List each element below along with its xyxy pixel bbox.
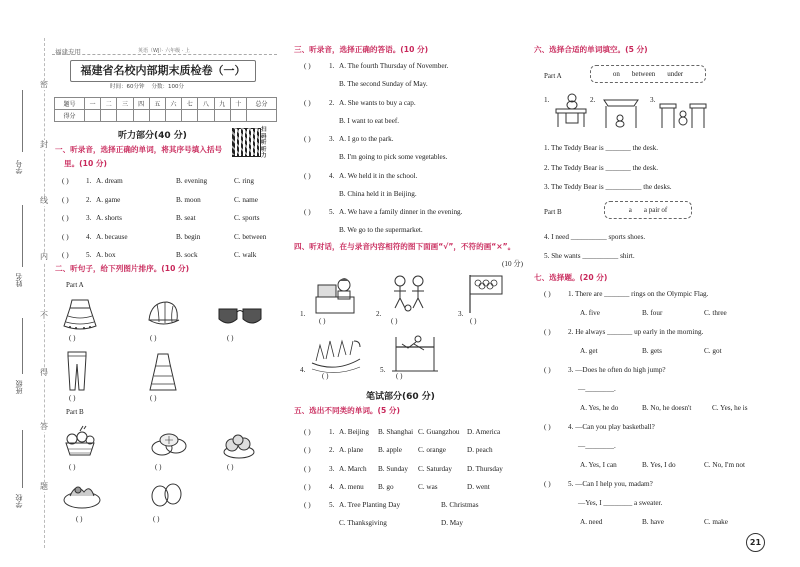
option-d: D. May (441, 519, 463, 527)
answer-paren[interactable]: ( ) (304, 501, 311, 509)
seal-line (44, 38, 45, 548)
score-header-cell: 一 (85, 98, 101, 110)
score-table-row (55, 110, 277, 122)
score-header-cell: 八 (198, 98, 214, 110)
question-number: 4. (329, 171, 335, 180)
score-header-cell: 总分 (246, 98, 276, 110)
answer-blank[interactable]: ( ) (227, 334, 234, 342)
score-cell[interactable] (230, 110, 246, 122)
seal-char: 线 (40, 196, 48, 205)
score-header-cell: 二 (101, 98, 117, 110)
option-b: B. China held it in Beijing. (339, 189, 417, 198)
region-tag: 福建专用 (55, 48, 81, 56)
question-number: 4. (329, 482, 335, 491)
option-b: B. The second Sunday of May. (339, 80, 428, 88)
section6-part-b: Part B (544, 208, 562, 216)
olympic-flag-icon (466, 273, 506, 313)
option-c: C. orange (418, 446, 446, 455)
answer-line: —________. (578, 442, 616, 450)
food-plate-icon (62, 478, 102, 510)
question-number: 3. (86, 214, 92, 222)
computer-girl-icon (310, 275, 360, 315)
answer-paren[interactable]: ( ) (304, 208, 311, 216)
answer-line: —________. (578, 385, 616, 393)
question-stem: 3. —Does he often do high jump? (568, 366, 666, 374)
question-stem: 5. —Can I help you, madam? (568, 480, 653, 488)
bear-under-desk-icon (598, 92, 644, 130)
score-cell[interactable] (182, 110, 198, 122)
option-b: B. Shanghai (378, 428, 414, 436)
score-table-header (55, 98, 277, 110)
section2-part-a: Part A (66, 281, 84, 289)
answer-paren[interactable]: ( ) (62, 177, 69, 185)
biscuits-icon (222, 432, 256, 460)
dress-icon (148, 352, 178, 392)
option-b: B. gets (642, 347, 662, 355)
option-c: C. walk (234, 251, 257, 259)
option-a: A. Yes, I can (580, 461, 617, 469)
option-a: A. shorts (96, 214, 122, 222)
fill-sentence: 3. The Teddy Bear is __________ the desks. (544, 183, 672, 191)
question-number: 1. (329, 62, 335, 70)
answer-blank[interactable]: ( ) (470, 317, 477, 325)
page-number: 21 (746, 533, 765, 552)
answer-blank[interactable]: ( ) (155, 463, 162, 471)
option-c: C. Guangzhou (418, 428, 460, 436)
bear-on-desk-icon (552, 92, 588, 128)
option-b: B. Sunday (378, 464, 408, 473)
pic-number: 3. (650, 96, 656, 104)
score-header-cell: 十 (230, 98, 246, 110)
score-cell[interactable] (85, 110, 101, 122)
skirt-icon (62, 298, 98, 330)
seal-char: 不 (40, 311, 48, 320)
option-c: C. make (704, 518, 728, 526)
score-header-cell: 三 (117, 98, 133, 110)
option-a: A. game (96, 195, 121, 204)
time-limit: 时间：60分钟 (110, 84, 145, 90)
seal-char: 答 (40, 422, 48, 431)
class-label: 班级 (15, 380, 23, 394)
fill-sentence: 1. The Teddy Bear is _______ the desk. (544, 144, 659, 152)
high-jump-icon (390, 333, 440, 373)
answer-paren[interactable]: ( ) (304, 446, 311, 455)
option-b: B. No, he doesn't (642, 404, 692, 412)
mooncakes-icon (150, 432, 188, 458)
seal-char: 密 (40, 80, 48, 89)
option-c: C. got (704, 347, 722, 355)
answer-line: —Yes, I ________ a sweater. (578, 499, 663, 507)
answer-paren[interactable]: ( ) (304, 135, 311, 143)
fruit-basket-icon (62, 425, 98, 457)
score-cell[interactable] (165, 110, 181, 122)
score-header-cell: 题号 (55, 98, 85, 110)
seal-char: 题 (40, 482, 48, 491)
question-number: 2. (86, 195, 92, 204)
option-a: A. I go to the park. (339, 135, 394, 143)
option-a: A. get (580, 347, 598, 355)
question-number: 1. (86, 177, 92, 185)
answer-paren[interactable]: ( ) (62, 232, 69, 241)
option-b: B. apple (378, 446, 402, 455)
question-number: 5. (329, 501, 335, 509)
name-line[interactable] (22, 205, 23, 267)
section3-title: 三、听录音，选择正确的答语。(10 分) (294, 45, 429, 54)
question-number: 4. (86, 232, 92, 241)
option-c: C. ring (234, 177, 254, 185)
score-header-cell: 九 (214, 98, 230, 110)
option-c: C. No, I'm not (704, 461, 746, 469)
pic-number: 5. (380, 366, 386, 374)
pic-number: 2. (590, 96, 596, 104)
total-score: 分数：100分 (151, 84, 184, 90)
option-a: A. because (96, 232, 128, 241)
fill-sentence: 5. She wants __________ shirt. (544, 252, 635, 260)
option-c: C. was (418, 482, 438, 491)
option-a: A. five (580, 309, 600, 317)
word-option: a (628, 206, 632, 214)
option-c: C. between (234, 232, 267, 241)
option-b: B. go (378, 482, 394, 491)
option-b: B. begin (176, 232, 201, 241)
answer-paren[interactable]: ( ) (62, 251, 69, 259)
answer-blank[interactable]: ( ) (150, 334, 157, 342)
score-header-cell: 五 (149, 98, 165, 110)
option-c: C. Yes, he is (712, 404, 748, 412)
bear-between-desks-icon (658, 94, 708, 130)
answer-paren[interactable]: ( ) (304, 171, 311, 180)
score-table (54, 97, 277, 122)
word-bank-a (590, 65, 706, 83)
score-row-label: 得分 (55, 110, 85, 122)
question-stem: 2. He always _______ up early in the morning. (568, 328, 704, 336)
option-b: B. I'm going to pick some vegetables. (339, 153, 448, 161)
question-stem: 4. —Can you play basketball? (568, 423, 655, 431)
seal-char: 得 (40, 368, 48, 377)
section4-title: 四、听对话，在与录音内容相符的图下面画“√”，不符的画“×”。 (294, 242, 516, 251)
score-cell[interactable] (214, 110, 230, 122)
cap-icon (145, 298, 181, 330)
option-a: A. Yes, he do (580, 404, 619, 412)
option-d: D. America (467, 428, 501, 436)
question-number: 1. (329, 428, 335, 436)
answer-blank[interactable]: ( ) (227, 463, 234, 471)
answer-blank[interactable]: ( ) (153, 515, 160, 523)
question-number: 3. (329, 135, 335, 143)
score-cell[interactable] (198, 110, 214, 122)
option-b: B. evening (176, 177, 208, 185)
option-b: B. I want to eat beef. (339, 116, 400, 125)
fill-sentence: 4. I need __________ sports shoes. (544, 233, 646, 241)
answer-blank[interactable]: ( ) (69, 394, 76, 402)
word-option: a pair of (643, 206, 668, 214)
answer-paren[interactable]: ( ) (62, 214, 69, 222)
section6-part-a: Part A (544, 72, 562, 80)
answer-blank[interactable]: ( ) (150, 394, 157, 402)
answer-paren[interactable]: ( ) (62, 195, 69, 204)
pic-number: 2. (376, 310, 382, 318)
question-number: 2. (329, 446, 335, 455)
football-kids-icon (386, 273, 432, 313)
option-a: A. menu (339, 482, 364, 491)
option-b: B. seat (176, 214, 196, 222)
word-bank-b (604, 201, 692, 219)
option-c: C. sports (234, 214, 260, 222)
exam-info (110, 82, 184, 90)
student-id-line[interactable] (22, 90, 23, 152)
option-a: A. We have a family dinner in the evening. (339, 208, 463, 216)
header-divider (52, 54, 277, 55)
option-b: B. four (642, 309, 663, 317)
score-cell[interactable] (117, 110, 133, 122)
section1-title: 一、听录音，选择正确的单词，将其序号填入括号 (55, 145, 223, 154)
word-option: between (631, 70, 656, 78)
answer-blank[interactable]: ( ) (319, 317, 326, 325)
answer-paren[interactable]: ( ) (544, 290, 551, 298)
option-c: C. Thanksgiving (339, 519, 387, 527)
score-cell[interactable] (246, 110, 276, 122)
option-a: A. Tree Planting Day (339, 501, 401, 509)
answer-blank[interactable]: ( ) (322, 372, 329, 380)
score-cell[interactable] (133, 110, 149, 122)
option-d: D. peach (467, 446, 493, 455)
pic-number: 3. (458, 310, 464, 318)
dragon-boat-icon (310, 333, 362, 373)
option-d: D. Thursday (467, 464, 503, 473)
answer-blank[interactable]: ( ) (391, 317, 398, 325)
option-b: B. moon (176, 195, 201, 204)
option-a: A. box (96, 251, 116, 259)
answer-paren[interactable]: ( ) (304, 98, 311, 107)
answer-paren[interactable]: ( ) (544, 480, 551, 488)
listening-heading: 听力部分(40 分) (118, 131, 187, 141)
fill-sentence: 2. The Teddy Bear is _______ the desk. (544, 164, 659, 172)
answer-paren[interactable]: ( ) (304, 428, 311, 436)
qr-code-pattern (232, 128, 259, 155)
option-b: B. have (642, 518, 664, 526)
writing-heading: 笔试部分(60 分) (366, 392, 435, 402)
section7-title: 七、选择题。(20 分) (534, 273, 608, 282)
qr-caption: 扫码听听力 (261, 127, 267, 159)
question-number: 5. (329, 208, 335, 216)
pic-number: 4. (300, 366, 306, 374)
question-number: 3. (329, 464, 335, 473)
section2-part-b: Part B (66, 408, 84, 416)
score-cell[interactable] (101, 110, 117, 122)
option-a: A. Beijing (339, 428, 369, 436)
question-number: 2. (329, 98, 335, 107)
option-c: C. Saturday (418, 464, 452, 473)
pic-number: 1. (544, 96, 550, 104)
section2-title: 二、听句子，给下列图片排序。(10 分) (55, 264, 190, 273)
option-a: A. March (339, 464, 367, 473)
answer-paren[interactable]: ( ) (544, 328, 551, 336)
answer-paren[interactable]: ( ) (544, 423, 551, 431)
pic-number: 1. (300, 310, 306, 318)
option-b: B. Yes, I do (642, 461, 676, 469)
eggs-icon (148, 480, 184, 508)
option-c: C. three (704, 309, 727, 317)
score-header-cell: 四 (133, 98, 149, 110)
word-option: under (667, 70, 684, 78)
answer-paren[interactable]: ( ) (304, 482, 311, 491)
score-header-cell: 六 (165, 98, 181, 110)
seal-char: 封 (40, 140, 48, 149)
section1-title-line2: 里。(10 分) (64, 159, 107, 168)
school-line[interactable] (22, 430, 23, 488)
score-header-cell: 七 (182, 98, 198, 110)
answer-paren[interactable]: ( ) (544, 366, 551, 374)
trousers-icon (64, 350, 90, 392)
option-b: B. sock (176, 251, 198, 259)
option-c: C. name (234, 195, 258, 204)
option-a: A. The fourth Thursday of November. (339, 62, 449, 70)
question-stem: 1. There are _______ rings on the Olympic Flag. (568, 290, 709, 298)
option-a: A. dream (96, 177, 123, 185)
sunglasses-icon (217, 306, 263, 328)
option-d: D. went (467, 482, 490, 491)
option-a: A. plane (339, 446, 364, 455)
option-a: A. She wants to buy a cap. (339, 98, 416, 107)
word-option: on (612, 70, 620, 78)
name-label: 姓名 (15, 273, 23, 287)
answer-blank[interactable]: ( ) (69, 463, 76, 471)
option-a: A. need (580, 518, 603, 526)
answer-blank[interactable]: ( ) (396, 372, 403, 380)
section6-title: 六、选择合适的单词填空。(5 分) (534, 45, 648, 54)
page-title: 福建省名校内部期末质检卷（一） (70, 60, 256, 82)
section4-points: (10 分) (502, 260, 523, 268)
section5-title: 五、选出不同类的单词。(5 分) (294, 406, 400, 415)
score-cell[interactable] (149, 110, 165, 122)
question-number: 5. (86, 251, 92, 259)
student-id-label: 学号 (15, 160, 23, 174)
option-b: B. We go to the supermarket. (339, 226, 423, 234)
option-b: B. Christmas (441, 501, 479, 509)
answer-paren[interactable]: ( ) (304, 62, 311, 70)
option-a: A. We held it in the school. (339, 171, 418, 180)
answer-blank[interactable]: ( ) (76, 515, 83, 523)
answer-paren[interactable]: ( ) (304, 464, 311, 473)
school-label: 学校 (15, 494, 23, 508)
answer-blank[interactable]: ( ) (69, 334, 76, 342)
series-label: 英语（WJ）· 六年级 · 上 (138, 48, 190, 54)
class-line[interactable] (22, 318, 23, 374)
seal-char: 内 (40, 252, 48, 261)
